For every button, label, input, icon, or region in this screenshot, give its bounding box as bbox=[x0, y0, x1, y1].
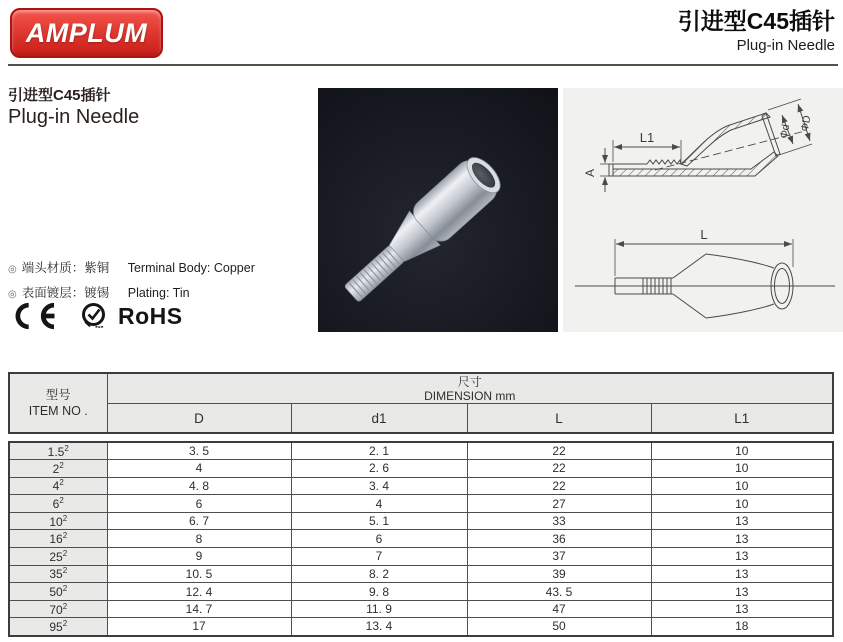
item-no-cell: $10^2$ bbox=[9, 512, 107, 530]
column-header-d1: d1 bbox=[291, 404, 467, 434]
dim-label-phi-D: ΦD bbox=[798, 114, 814, 133]
spec-line-terminal-body bbox=[8, 258, 255, 276]
column-header-L: L bbox=[467, 404, 651, 434]
dimension-cell: 13 bbox=[651, 600, 833, 618]
dimension-header-zh: 尺寸 bbox=[457, 374, 482, 389]
spec-zh: 表面镀层：镀锡 bbox=[21, 286, 110, 300]
dimension-cell: 10 bbox=[651, 495, 833, 513]
spec-en: Terminal Body: Copper bbox=[127, 261, 255, 275]
dimension-cell: 43. 5 bbox=[467, 583, 651, 601]
dimension-cell: 6. 7 bbox=[107, 512, 291, 530]
dimension-cell: 10 bbox=[651, 477, 833, 495]
table-row bbox=[9, 477, 833, 495]
dimension-cell: 10 bbox=[651, 460, 833, 478]
table-row bbox=[9, 618, 833, 636]
section-title bbox=[8, 87, 139, 129]
item-no-cell: $2^2$ bbox=[9, 460, 107, 478]
dim-label-l: L bbox=[700, 227, 708, 242]
dimension-cell: 22 bbox=[467, 442, 651, 460]
column-header-D: D bbox=[107, 404, 291, 434]
section-title-en: Plug-in Needle bbox=[8, 106, 140, 128]
item-no-cell: $4^2$ bbox=[9, 477, 107, 495]
item-no-header-zh: 型号 bbox=[45, 388, 71, 402]
dimension-cell: 13 bbox=[651, 583, 833, 601]
product-photo bbox=[318, 88, 558, 332]
dimension-cell: 9. 8 bbox=[291, 583, 467, 601]
table-row bbox=[9, 600, 833, 618]
table-row bbox=[9, 530, 833, 548]
column-header-L1: L1 bbox=[651, 404, 833, 434]
dimension-cell: 13. 4 bbox=[291, 618, 467, 636]
item-no-cell: $6^2$ bbox=[9, 495, 107, 513]
dimension-cell: 13 bbox=[651, 512, 833, 530]
spec-line-plating bbox=[8, 283, 255, 301]
dimension-cell: 22 bbox=[467, 460, 651, 478]
technical-drawing bbox=[563, 88, 843, 332]
dimension-cell: 22 bbox=[467, 477, 651, 495]
dimension-cell: 47 bbox=[467, 600, 651, 618]
dimension-cell: 13 bbox=[651, 548, 833, 566]
item-no-cell: $95^2$ bbox=[9, 618, 107, 636]
dimension-cell: 2. 1 bbox=[291, 442, 467, 460]
plug-in-needle-photo-art bbox=[318, 88, 558, 332]
section-title-zh: 引进型C45插针 bbox=[8, 87, 111, 104]
dimension-cell: 18 bbox=[651, 618, 833, 636]
dimension-cell: 14. 7 bbox=[107, 600, 291, 618]
table-body bbox=[9, 442, 833, 636]
header-divider bbox=[8, 64, 838, 66]
table-row bbox=[9, 512, 833, 530]
item-no-cell: $50^2$ bbox=[9, 583, 107, 601]
page-title-zh: 引进型C45插针 bbox=[677, 8, 835, 34]
bullet-icon: ◎ bbox=[8, 264, 17, 275]
item-no-cell: $70^2$ bbox=[9, 600, 107, 618]
dimension-cell: 4 bbox=[291, 495, 467, 513]
item-no-cell: $16^2$ bbox=[9, 530, 107, 548]
dimension-cell: 8. 2 bbox=[291, 565, 467, 583]
dimension-cell: 3. 4 bbox=[291, 477, 467, 495]
bullet-icon: ◎ bbox=[8, 289, 17, 300]
dimension-cell: 5. 1 bbox=[291, 512, 467, 530]
dimension-cell: 37 bbox=[467, 548, 651, 566]
dimension-cell: 50 bbox=[467, 618, 651, 636]
page-header bbox=[678, 6, 835, 56]
ce-mark-icon bbox=[8, 301, 70, 331]
brand-logo bbox=[10, 8, 163, 58]
dimension-cell: 36 bbox=[467, 530, 651, 548]
page-title-en: Plug-in Needle bbox=[736, 37, 835, 54]
brand-logo-text: AMPLUM bbox=[25, 17, 148, 48]
dimension-header bbox=[107, 373, 833, 404]
dimension-table-body bbox=[8, 441, 834, 637]
drawing-side-view bbox=[563, 88, 843, 218]
dimension-cell: 39 bbox=[467, 565, 651, 583]
spec-zh: 端头材质：紫铜 bbox=[21, 261, 110, 275]
item-no-cell: $1.5^2$ bbox=[9, 442, 107, 460]
dimension-cell: 10. 5 bbox=[107, 565, 291, 583]
dimension-cell: 10 bbox=[651, 442, 833, 460]
dimension-cell: 17 bbox=[107, 618, 291, 636]
rohs-label: RoHS bbox=[118, 302, 183, 329]
dimension-cell: 13 bbox=[651, 530, 833, 548]
dimension-cell: 12. 4 bbox=[107, 583, 291, 601]
table-row bbox=[9, 583, 833, 601]
certification-marks bbox=[8, 301, 183, 331]
dimension-cell: 4 bbox=[107, 460, 291, 478]
item-no-cell: $35^2$ bbox=[9, 565, 107, 583]
dimension-cell: 2. 6 bbox=[291, 460, 467, 478]
dimension-cell: 6 bbox=[107, 495, 291, 513]
dimension-table-header bbox=[8, 372, 834, 434]
table-row bbox=[9, 442, 833, 460]
dimension-cell: 7 bbox=[291, 548, 467, 566]
item-no-header bbox=[9, 373, 107, 433]
dim-label-l1: L1 bbox=[639, 130, 655, 145]
dimension-cell: 13 bbox=[651, 565, 833, 583]
dimension-cell: 33 bbox=[467, 512, 651, 530]
dimension-cell: 8 bbox=[107, 530, 291, 548]
table-row bbox=[9, 548, 833, 566]
dimension-cell: 9 bbox=[107, 548, 291, 566]
table-row bbox=[9, 495, 833, 513]
certification-check-icon bbox=[79, 301, 109, 331]
dimension-cell: 6 bbox=[291, 530, 467, 548]
dimension-cell: 11. 9 bbox=[291, 600, 467, 618]
dim-label-a: A bbox=[583, 168, 597, 178]
table-row bbox=[9, 565, 833, 583]
dimension-cell: 3. 5 bbox=[107, 442, 291, 460]
item-no-cell: $25^2$ bbox=[9, 548, 107, 566]
dimension-cell: 27 bbox=[467, 495, 651, 513]
table-row bbox=[9, 460, 833, 478]
spec-en: Plating: Tin bbox=[127, 286, 190, 300]
dimension-cell: 4. 8 bbox=[107, 477, 291, 495]
item-no-header-en: ITEM NO . bbox=[28, 404, 88, 418]
drawing-top-view bbox=[563, 223, 843, 337]
dimension-table bbox=[8, 372, 832, 637]
dimension-header-en: DIMENSION mm bbox=[424, 388, 516, 403]
dim-label-phi-d: Φd bbox=[777, 123, 793, 140]
